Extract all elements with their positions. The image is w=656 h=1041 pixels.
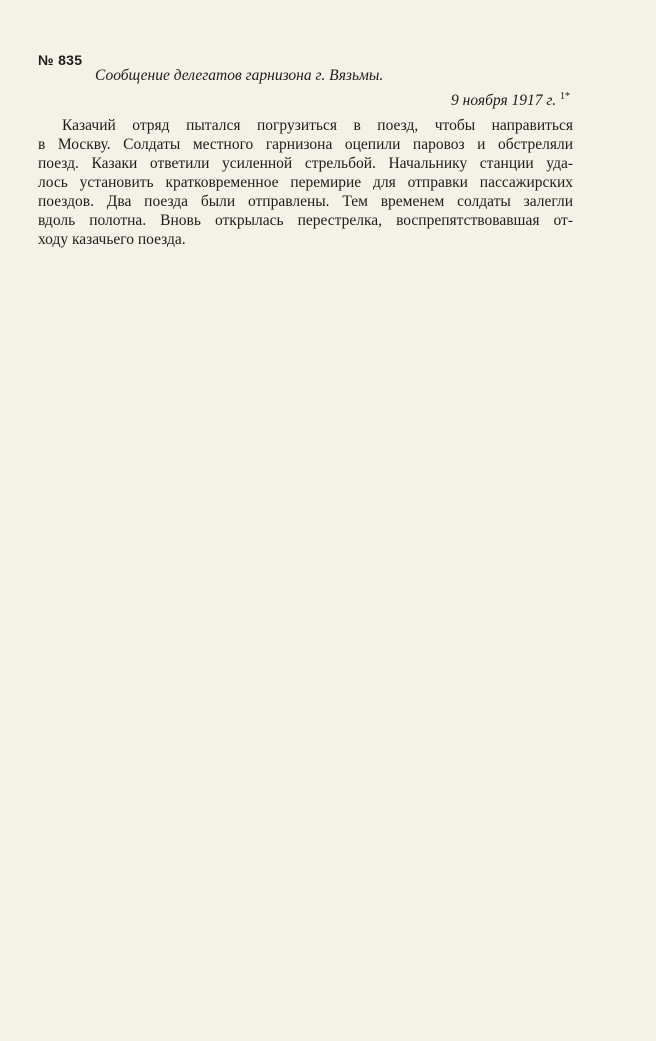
doc-835-line-5: поездов. Два поезда были отправлены. Тем временем солдаты залегли [38, 193, 573, 210]
doc-835-line-4: лось установить кратковременное перемирие для отправки пассажирских [38, 174, 573, 191]
doc-835-line-1: Казачий отряд пытался погрузиться в поезд, чтобы направиться [62, 117, 573, 134]
doc-835-line-3: поезд. Казаки ответили усиленной стрельбой. Начальнику станции уда- [38, 155, 573, 172]
doc-number-835: № 835 [38, 52, 83, 68]
doc-title-835: Сообщение делегатов гарнизона г. Вязьмы. [95, 67, 384, 84]
doc-date-835: 9 ноября 1917 г. $^{1*}$ [451, 91, 570, 109]
footnote-ref-1: 1* [560, 91, 570, 102]
doc-835-line-6: вдоль полотна. Вновь открылась перестрелка, воспрепятствовавшая от- [38, 212, 573, 229]
doc-835-line-7: ходу казачьего поезда. [38, 231, 186, 248]
doc-835-line-2: в Москву. Солдаты местного гарнизона оцепили паровоз и обстреляли [38, 136, 573, 153]
